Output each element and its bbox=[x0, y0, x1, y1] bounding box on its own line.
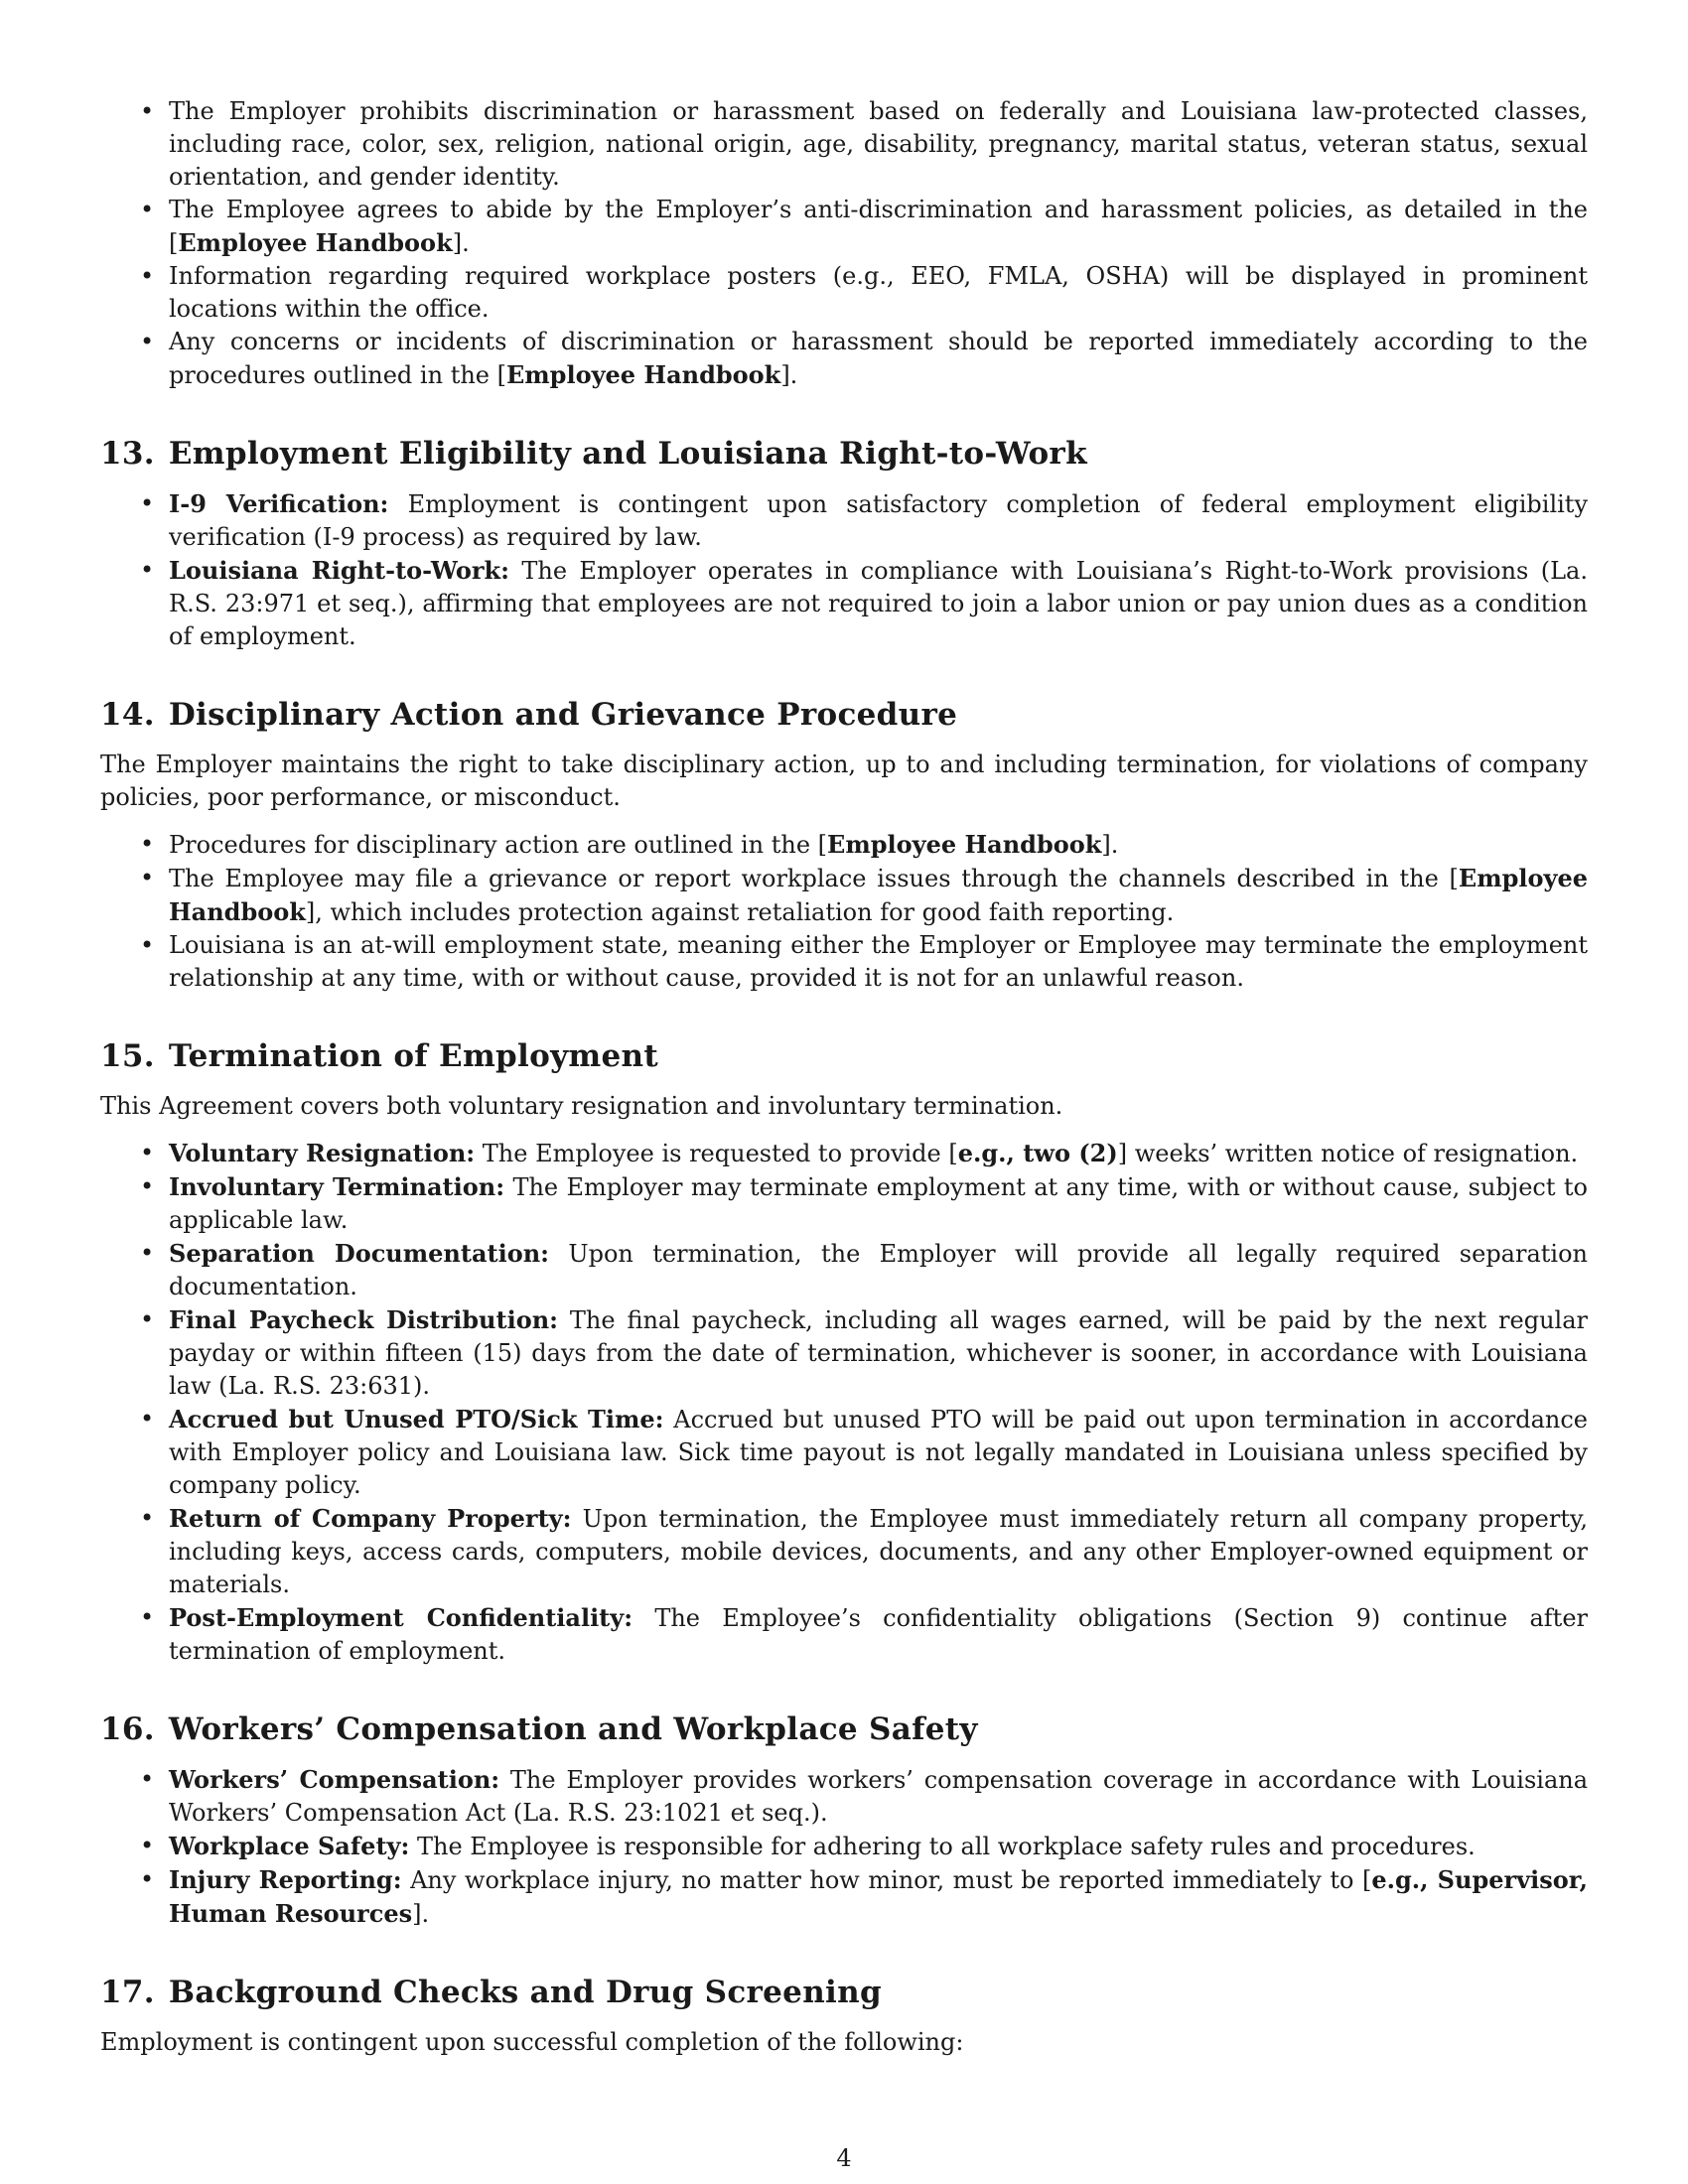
section-14-heading: 14. Disciplinary Action and Grievance Procedure bbox=[100, 697, 958, 733]
list-item: • Post-Employment Confidentiality: The Employee’s confidentiality obligations (Section 9) continue after termination of employment. bbox=[100, 1601, 1588, 1668]
list-item: • I-9 Verification: Employment is contingent upon satisfactory completion of federal employment eligibility verification (I-9 process) as required by law. bbox=[100, 487, 1588, 554]
list-item: • Workers’ Compensation: The Employer provides workers’ compensation coverage in accordance with Louisiana Workers’ Compensation Act (La. R.S. 23:1021 et seq.). bbox=[100, 1763, 1588, 1830]
section-17-heading: 17. Background Checks and Drug Screening bbox=[100, 1975, 882, 2010]
list-item: • The Employer prohibits discrimination or harassment based on federally and Louisiana law-protected classes, including race, color, sex, religion, national origin, age, disability, pregnancy, marital status, veteran status, sexual orientation, and gender identity. bbox=[100, 95, 1588, 194]
list-item: • Louisiana is an at-will employment state, meaning either the Employer or Employee may terminate the employment relationship at any time, with or without cause, provided it is not for an unlawful reason. bbox=[100, 929, 1588, 995]
list-item: • Injury Reporting: Any workplace injury, no matter how minor, must be reported immediately to [e.g., Supervisor, Human Resources]. bbox=[100, 1863, 1588, 1931]
list-item: • Procedures for disciplinary action are outlined in the [Employee Handbook]. bbox=[100, 828, 1588, 862]
section-16-heading: 16. Workers’ Compensation and Workplace Safety bbox=[100, 1711, 978, 1747]
list-item: • Involuntary Termination: The Employer may terminate employment at any time, with or without cause, subject to applicable law. bbox=[100, 1170, 1588, 1237]
section-15-intro: This Agreement covers both voluntary resignation and involuntary termination. bbox=[100, 1092, 1063, 1120]
list-item: • Voluntary Resignation: The Employee is requested to provide [e.g., two (2)] weeks’ written notice of resignation. bbox=[100, 1137, 1588, 1170]
section-15-heading: 15. Termination of Employment bbox=[100, 1038, 658, 1074]
section-14-list bbox=[100, 828, 1588, 995]
list-item: • Workplace Safety: The Employee is responsible for adhering to all workplace safety rules and procedures. bbox=[100, 1830, 1588, 1863]
section-16-list bbox=[100, 1763, 1588, 1931]
list-item: • Information regarding required workplace posters (e.g., EEO, FMLA, OSHA) will be displayed in prominent locations within the office. bbox=[100, 260, 1588, 326]
anti-discrimination-list bbox=[100, 95, 1588, 392]
list-item: • The Employee may file a grievance or report workplace issues through the channels described in the [Employee Handbook], which includes protection against retaliation for good faith reporting. bbox=[100, 862, 1588, 929]
list-item: • Return of Company Property: Upon termination, the Employee must immediately return all company property, including keys, access cards, computers, mobile devices, documents, and any other Employer-owned equipment or materials. bbox=[100, 1502, 1588, 1601]
page-number: 4 bbox=[836, 2144, 852, 2172]
list-item: • The Employee agrees to abide by the Employer’s anti-discrimination and harassment policies, as detailed in the [Employee Handbook]. bbox=[100, 194, 1588, 260]
document-page bbox=[100, 95, 1588, 2059]
list-item: • Any concerns or incidents of discrimination or harassment should be reported immediately according to the procedures outlined in the [Employee Handbook]. bbox=[100, 326, 1588, 392]
list-item: • Accrued but Unused PTO/Sick Time: Accrued but unused PTO will be paid out upon termination in accordance with Employer policy and Louisiana law. Sick time payout is not legally mandated in Louisiana unless specified by company policy. bbox=[100, 1403, 1588, 1502]
section-14-intro: The Employer maintains the right to take disciplinary action, up to and including termination, for violations of company policies, poor performance, or misconduct. bbox=[100, 751, 1588, 811]
section-13-list bbox=[100, 487, 1588, 653]
section-13-heading: 13. Employment Eligibility and Louisiana Right-to-Work bbox=[100, 436, 1087, 472]
list-item: • Louisiana Right-to-Work: The Employer operates in compliance with Louisiana’s Right-to-Work provisions (La. R.S. 23:971 et seq.), affirming that employees are not required to join a labor union or pay union dues as a condition of employment. bbox=[100, 554, 1588, 653]
list-item: • Final Paycheck Distribution: The final paycheck, including all wages earned, will be paid by the next regular payday or within fifteen (15) days from the date of termination, whichever is sooner, in accordance with Louisiana law (La. R.S. 23:631). bbox=[100, 1303, 1588, 1403]
list-item: • Separation Documentation: Upon termination, the Employer will provide all legally required separation documentation. bbox=[100, 1237, 1588, 1303]
section-15-list bbox=[100, 1137, 1588, 1668]
section-17-intro: Employment is contingent upon successful completion of the following: bbox=[100, 2028, 964, 2056]
